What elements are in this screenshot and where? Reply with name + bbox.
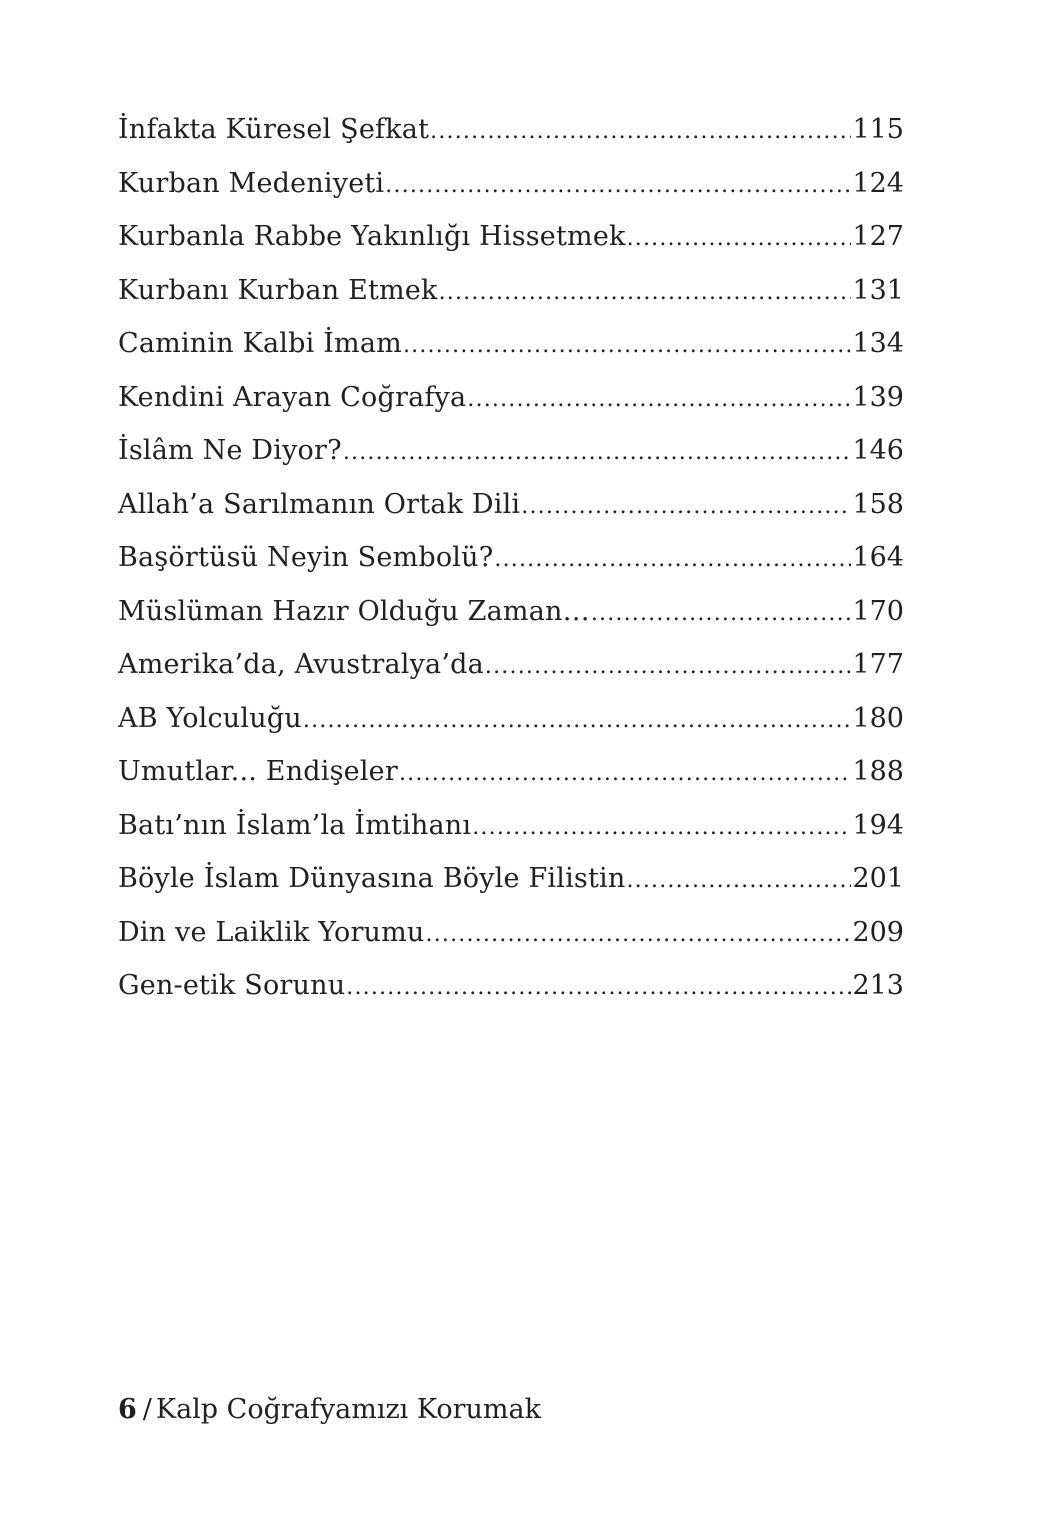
toc-entry [118,485,904,539]
toc-entry-title: Amerika’da, Avustralya’da [118,649,484,680]
toc-entry [118,431,904,485]
toc-entry-title: Kurbanla Rabbe Yakınlığı Hissetmek [118,221,626,252]
toc-entry [118,271,904,325]
toc-entry-page: 209 [852,916,904,948]
toc-entry [118,592,904,646]
toc-entry-title: Kendini Arayan Coğrafya [118,381,467,413]
toc-dot-leader [521,487,851,527]
toc-entry-page: 134 [852,328,904,359]
toc-entry [118,752,904,806]
toc-entry-page: 180 [852,702,904,734]
toc-entry [118,164,904,218]
toc-dot-leader [591,594,852,634]
toc-entry-page: 127 [852,221,904,252]
toc-dot-leader [399,754,851,794]
toc-entry-title: Böyle İslam Dünyasına Böyle Filistin [118,863,626,894]
toc-entry-page: 170 [852,595,904,627]
toc-entry-title: Batı’nın İslam’la İmtihanı [118,809,472,841]
toc-dot-leader [494,540,851,580]
table-of-contents [118,110,904,1020]
toc-entry-page: 115 [852,114,904,145]
toc-dot-leader [303,701,852,741]
toc-dot-leader [485,647,852,687]
toc-entry [118,966,904,1020]
toc-entry-title: Caminin Kalbi İmam [118,328,402,359]
toc-dot-leader [343,433,852,473]
toc-entry [118,913,904,967]
toc-entry-title: Başörtüsü Neyin Sembolü? [118,542,494,573]
toc-entry-page: 194 [852,809,904,841]
toc-entry-title: Kurbanı Kurban Etmek [118,274,438,306]
toc-dot-leader [472,808,851,848]
running-title: Kalp Coğrafyamızı Korumak [155,1394,541,1425]
toc-entry [118,110,904,164]
toc-entry [118,806,904,860]
page-footer [118,1390,541,1430]
footer-separator: / [142,1394,152,1425]
toc-dot-leader [426,915,852,955]
toc-entry-page: 131 [852,274,904,306]
toc-entry [118,538,904,592]
toc-entry-page: 139 [852,381,904,413]
toc-entry-title: Allah’a Sarılmanın Ortak Dili [118,488,521,520]
toc-entry-page: 201 [852,863,904,894]
toc-entry-page: 164 [852,542,904,573]
toc-entry-title: AB Yolculuğu [118,702,302,734]
toc-entry-page: 188 [852,756,904,787]
toc-entry-title: Kurban Medeniyeti [118,167,385,199]
toc-dot-leader [627,219,852,259]
toc-entry [118,699,904,753]
toc-entry-page: 124 [852,167,904,199]
toc-entry-title: Müslüman Hazır Olduğu Zaman… [118,595,590,627]
toc-entry-title: Din ve Laiklik Yorumu [118,916,425,948]
toc-dot-leader [467,380,851,420]
toc-entry-title: İslâm Ne Diyor? [118,435,342,466]
toc-dot-leader [626,861,851,901]
page-number: 6 [118,1394,137,1425]
toc-dot-leader [385,166,851,206]
toc-entry-page: 146 [852,435,904,466]
toc-dot-leader [439,273,852,313]
toc-dot-leader [430,112,851,152]
toc-entry-page: 177 [852,649,904,680]
toc-entry-page: 213 [852,970,904,1001]
toc-entry [118,378,904,432]
toc-entry [118,645,904,699]
toc-dot-leader [403,326,851,366]
toc-entry-title: Gen-etik Sorunu [118,970,346,1001]
toc-entry-title: Umutlar... Endişeler [118,756,398,787]
toc-dot-leader [346,968,851,1008]
toc-entry [118,324,904,378]
toc-entry-page: 158 [852,488,904,520]
toc-entry-title: İnfakta Küresel Şefkat [118,114,430,145]
toc-entry [118,859,904,913]
toc-entry [118,217,904,271]
